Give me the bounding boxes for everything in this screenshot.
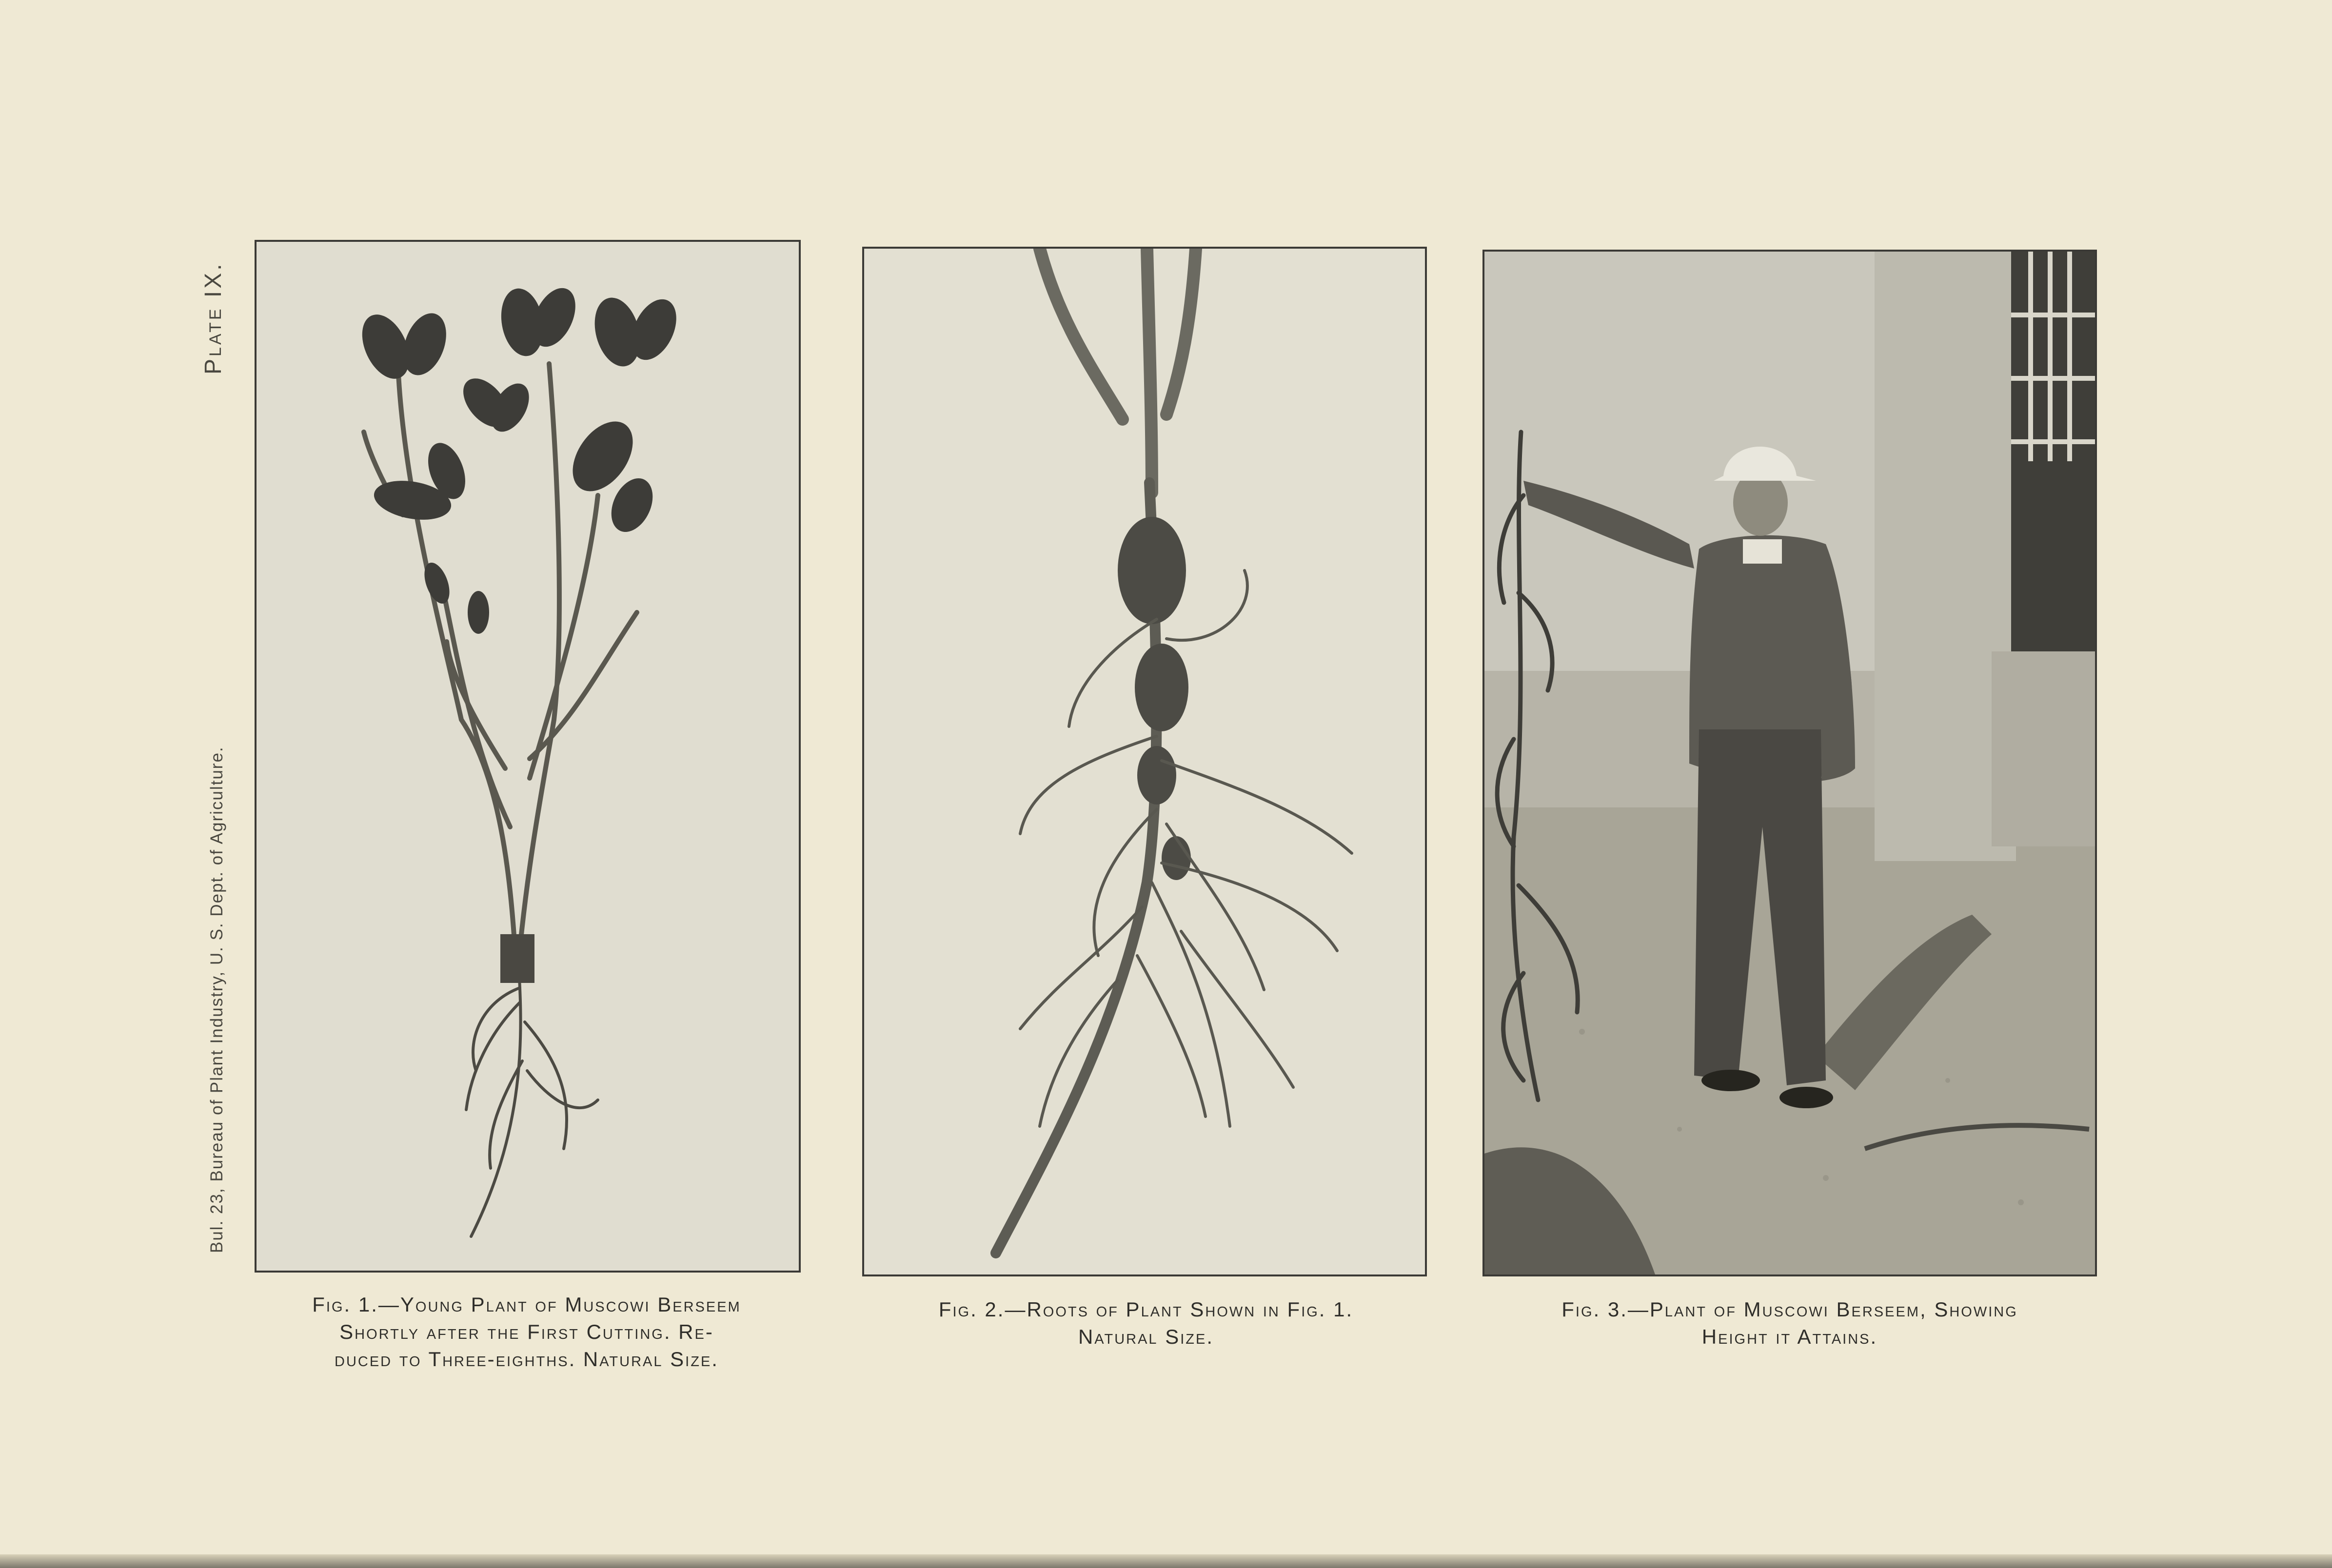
- caption-line: Fig. 2.—Roots of Plant Shown in Fig. 1.: [938, 1298, 1354, 1321]
- young-plant-illustration: [257, 242, 799, 1271]
- man-with-plant-illustration: [1484, 252, 2095, 1274]
- page-edge-shadow: [0, 1554, 2332, 1568]
- plate-number: Plate IX.: [200, 261, 226, 374]
- roots-illustration: [864, 249, 1425, 1274]
- caption-line: Natural Size.: [1078, 1325, 1214, 1348]
- figure-1-photo: [255, 240, 801, 1273]
- figure-2-photo: [862, 247, 1427, 1276]
- caption-line: duced to Three-eighths. Natural Size.: [335, 1348, 719, 1371]
- bulletin-credit: Bul. 23, Bureau of Plant Industry, U. S. Dept. of Agriculture.: [207, 746, 226, 1253]
- caption-line: Shortly after the First Cutting. Re-: [339, 1320, 714, 1343]
- figure-2-caption: [849, 1296, 1443, 1351]
- figure-3-caption: [1478, 1296, 2102, 1351]
- caption-line: Fig. 3.—Plant of Muscowi Berseem, Showing: [1561, 1298, 2018, 1321]
- caption-line: Fig. 1.—Young Plant of Muscowi Berseem: [312, 1293, 741, 1316]
- caption-line: Height it Attains.: [1701, 1325, 1878, 1348]
- figure-3-photo: [1482, 250, 2097, 1276]
- figure-1-caption: [239, 1291, 814, 1373]
